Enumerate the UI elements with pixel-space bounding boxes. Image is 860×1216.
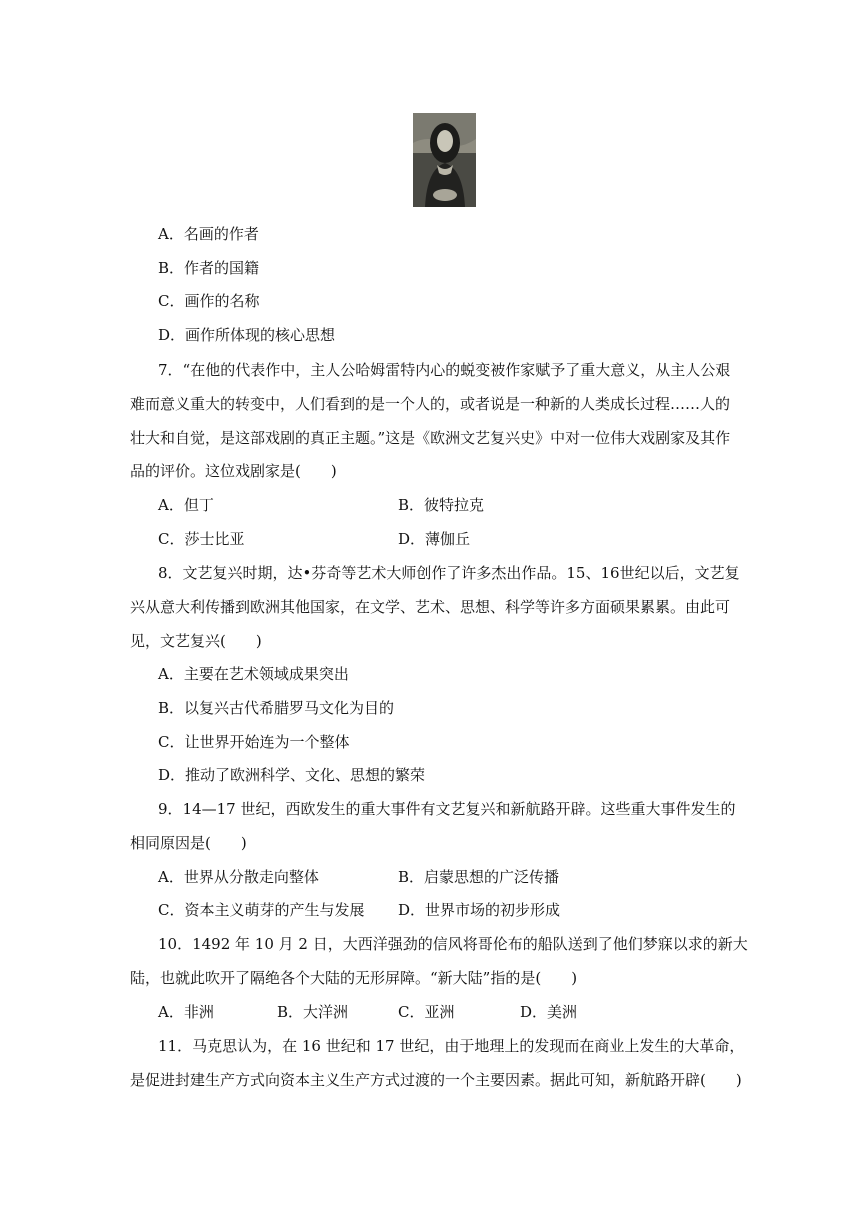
q7-stem-line-4: 品的评价。这位戏剧家是( )	[130, 462, 337, 480]
q10-stem-line-2: 陆，也就此吹开了隔绝各个大陆的无形屏障。“新大陆”指的是( )	[130, 969, 578, 987]
q10-option-b[interactable]: B．大洋洲	[277, 1003, 349, 1021]
q8-stem-line-3: 见，文艺复兴( )	[130, 632, 262, 650]
q7-stem-line-3: 壮大和自觉，是这部戏剧的真正主题。”这是《欧洲文艺复兴史》中对一位伟大戏剧家及其作	[130, 429, 731, 447]
q9-option-d[interactable]: D．世界市场的初步形成	[398, 901, 561, 919]
q8-option-d[interactable]: D．推动了欧洲科学、文化、思想的繁荣	[158, 766, 426, 784]
q7-option-c[interactable]: C．莎士比亚	[158, 530, 245, 548]
mona-lisa-painting	[413, 113, 476, 207]
q7-option-b[interactable]: B．彼特拉克	[398, 496, 485, 514]
q7-stem-line-1: 7．“在他的代表作中，主人公哈姆雷特内心的蜕变被作家赋予了重大意义，从主人公艰	[158, 361, 731, 379]
q7-stem-line-2: 难而意义重大的转变中，人们看到的是一个人的，或者说是一种新的人类成长过程……人的	[130, 395, 731, 413]
q6-option-c[interactable]: C．画作的名称	[158, 292, 260, 310]
q8-stem-line-2: 兴从意大利传播到欧洲其他国家，在文学、艺术、思想、科学等许多方面硕果累累。由此可	[130, 598, 731, 616]
q11-stem-line-1: 11．马克思认为，在 16 世纪和 17 世纪，由于地理上的发现而在商业上发生的大革命，	[158, 1037, 745, 1055]
q6-option-a[interactable]: A．名画的作者	[158, 225, 259, 243]
portrait-image	[413, 113, 476, 207]
q7-option-d[interactable]: D．薄伽丘	[398, 530, 471, 548]
q10-option-c[interactable]: C．亚洲	[398, 1003, 455, 1021]
q9-option-a[interactable]: A．世界从分散走向整体	[158, 868, 319, 886]
q6-option-d[interactable]: D．画作所体现的核心思想	[158, 326, 336, 344]
q11-stem-line-2: 是促进封建生产方式向资本主义生产方式过渡的一个主要因素。据此可知，新航路开辟( )	[130, 1071, 742, 1089]
q7-option-a[interactable]: A．但丁	[158, 496, 214, 514]
q9-option-c[interactable]: C．资本主义萌芽的产生与发展	[158, 901, 365, 919]
q10-option-a[interactable]: A．非洲	[158, 1003, 214, 1021]
q8-stem-line-1: 8．文艺复兴时期，达•芬奇等艺术大师创作了许多杰出作品。15、16世纪以后，文艺复	[158, 564, 740, 582]
q9-stem-line-1: 9．14—17 世纪，西欧发生的重大事件有文艺复兴和新航路开辟。这些重大事件发生的	[158, 800, 736, 818]
q10-option-d[interactable]: D．美洲	[520, 1003, 578, 1021]
q8-option-a[interactable]: A．主要在艺术领域成果突出	[158, 665, 349, 683]
q9-stem-line-2: 相同原因是( )	[130, 834, 247, 852]
q8-option-b[interactable]: B．以复兴古代希腊罗马文化为目的	[158, 699, 395, 717]
q8-option-c[interactable]: C．让世界开始连为一个整体	[158, 733, 350, 751]
q6-option-b[interactable]: B．作者的国籍	[158, 259, 260, 277]
q9-option-b[interactable]: B．启蒙思想的广泛传播	[398, 868, 560, 886]
q10-stem-line-1: 10．1492 年 10 月 2 日，大西洋强劲的信风将哥伦布的船队送到了他们梦寐以求的新大	[158, 935, 748, 953]
